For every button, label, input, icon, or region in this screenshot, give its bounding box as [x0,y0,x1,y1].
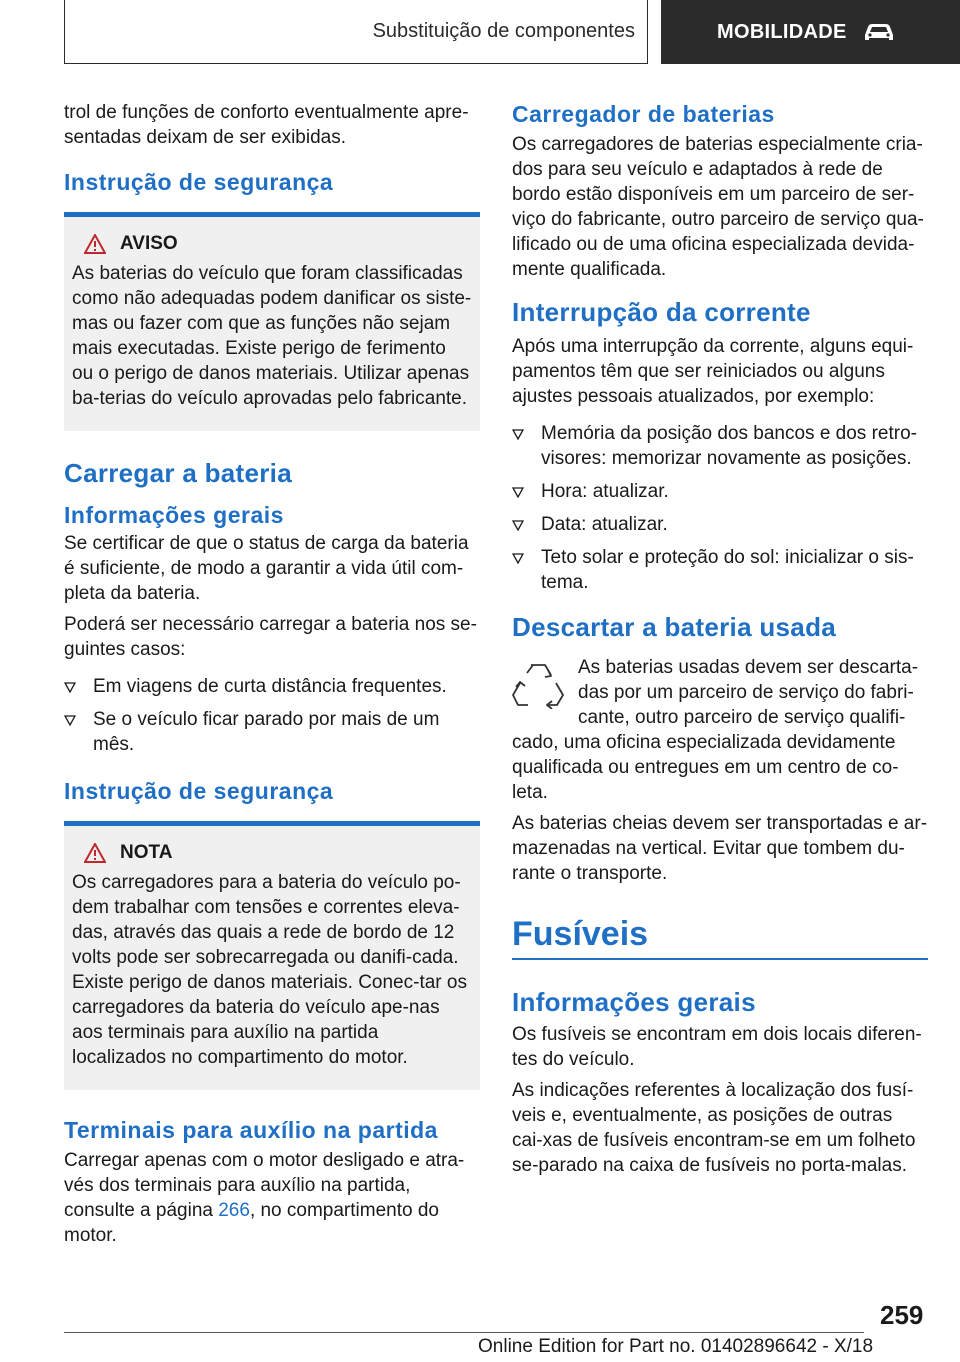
triangle-bullet-icon [512,553,524,564]
list-item: Teto solar e proteção do sol: inicializar o sis-tema. [512,545,928,595]
warning-title: AVISO [120,233,178,254]
note-text: Os carregadores para a bateria do veículo po-dem trabalhar com tensões e correntes eleva-das, através das quais a rede de bordo de 12 volts pode ser sobrecarregada ou danifi-cada. Existe perigo de danos materiais. Conec-tar os carregadores da bateria do veículo ape-nas aos terminais para auxílio na partida localizados no compartimento do motor. [72,872,467,1068]
charger-heading: Carregador de baterias [512,101,775,127]
page-number: 259 [880,1300,924,1330]
dispose-heading: Descartar a bateria usada [512,612,837,642]
fuses-paragraph-1: Os fusíveis se encontram em dois locais diferen-tes do veículo. [512,1024,922,1070]
fuses-heading-block [512,914,928,960]
edition-note: Online Edition for Part no. 01402896642 - X/18 [478,1336,874,1357]
fuses-paragraph-2: As indicações referentes à localização dos fusí-veis e, eventualmente, as posições de outras cai-xas de fusíveis encontram-se em um folheto se-parado na caixa de fusíveis no porta-malas. [512,1080,916,1176]
intro-paragraph: trol de funções de conforto eventualmente apre-sentadas deixam de ser exibidas. [64,102,469,148]
charger-paragraph: Os carregadores de baterias especialmente cria-dos para seu veículo e adaptados à rede de bordo estão disponíveis em um parceiro de ser-viço do fabricante, outro parceiro de serviço qua-lificado ou de uma oficina especializada devida-mente qualificada. [512,134,924,280]
note-title: NOTA [120,842,173,863]
page-link[interactable]: 266 [218,1200,250,1221]
chapter-title: MOBILIDADE [717,20,847,43]
general-info-heading: Informações gerais [64,502,284,528]
recycle-icon [512,659,564,709]
list-item: Memória da posição dos bancos e dos retro-visores: memorizar novamente as posições. [512,421,928,471]
charge-cases-list [64,674,480,757]
triangle-bullet-icon [64,715,76,726]
warning-icon [84,843,106,863]
general-paragraph-1: Se certificar de que o status de carga da bateria é suficiente, de modo a garantir a vida útil com-pleta da bateria. [64,533,469,604]
list-item: Se o veículo ficar parado por mais de um mês. [64,707,480,757]
list-item: Em viagens de curta distância frequentes. [64,674,480,699]
charge-battery-heading: Carregar a bateria [64,458,292,488]
left-column [64,100,480,1254]
list-item: Hora: atualizar. [512,479,928,504]
footer-divider [64,1332,864,1333]
dispose-paragraph-2: As baterias cheias devem ser transportadas e ar-mazenadas na vertical. Evitar que tombem du-rante o transporte. [512,813,928,884]
triangle-bullet-icon [64,682,76,693]
fuses-general-heading: Informações gerais [512,987,756,1017]
terminals-paragraph: Carregar apenas com o motor desligado e atra-vés dos terminais para auxílio na partida, consulte a página 266, no compartimento do motor. [64,1150,465,1246]
interrupt-paragraph: Após uma interrupção da corrente, alguns equi-pamentos têm que ser reiniciados ou alguns ajustes pessoais atualizados, por exemplo: [512,336,914,407]
terminals-heading: Terminais para auxílio na partida [64,1117,438,1143]
warning-icon [84,234,106,254]
section-title-tab [64,0,648,64]
list-item: Data: atualizar. [512,512,928,537]
triangle-bullet-icon [512,487,524,498]
dispose-block [512,655,928,805]
interrupt-heading: Interrupção da corrente [512,297,811,327]
dispose-paragraph-1: As baterias usadas devem ser descarta-das por um parceiro de serviço do fabri-cante, outro parceiro de serviço qualifi-cado, uma oficina especializada devidamente qualificada ou entregues em um centro de co-leta. [512,657,919,803]
general-paragraph-2: Poderá ser necessário carregar a bateria nos se-guintes casos: [64,614,477,660]
fuses-heading: Fusíveis [512,915,649,953]
safety-heading-2: Instrução de segurança [64,778,334,804]
car-icon [861,21,897,43]
right-column [512,100,928,1184]
chapter-tab [661,0,960,64]
page-header [0,0,960,66]
warning-box [64,212,480,431]
warning-text: As baterias do veículo que foram classificadas como não adequadas podem danificar os siste-mas ou fazer com que as funções não sejam mais executadas. Existe perigo de ferimento ou o perigo de danos materiais. Utilizar apenas ba-terias do veículo aprovadas pelo fabricante. [72,263,472,409]
interrupt-list [512,421,928,595]
triangle-bullet-icon [512,520,524,531]
section-title: Substituição de componentes [372,20,635,42]
safety-heading-1: Instrução de segurança [64,169,334,195]
note-box [64,821,480,1090]
triangle-bullet-icon [512,429,524,440]
